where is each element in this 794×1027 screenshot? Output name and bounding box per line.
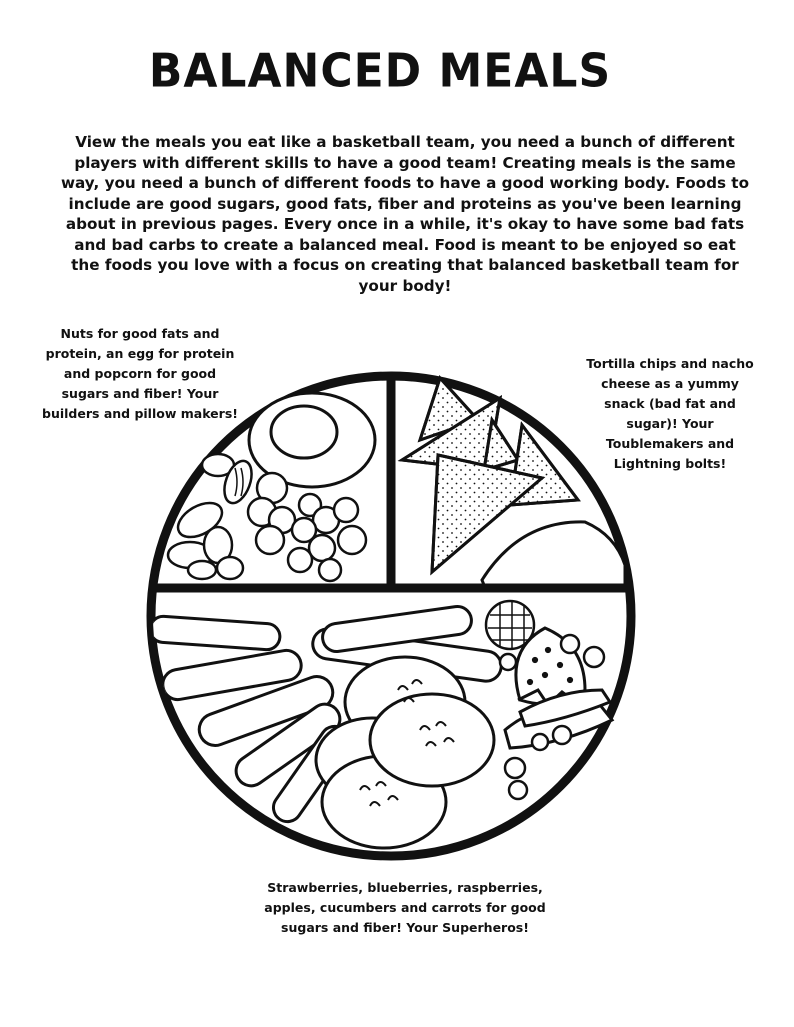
caption-nuts-egg-popcorn: Nuts for good fats and protein, an egg for protein and popcorn for good sugars and fiber! Your builders and pillow makers! <box>42 326 238 421</box>
page-title: BALANCED MEALS <box>148 44 612 99</box>
caption-tortilla-chips: Tortilla chips and nacho cheese as a yummy snack (bad fat and sugar)! Your Toublemakers and Lightning bolts! <box>586 356 754 471</box>
caption-fruits-vegetables: Strawberries, blueberries, raspberries, apples, cucumbers and carrots for good sugars and fiber! Your Superheros! <box>264 880 546 935</box>
intro-paragraph: View the meals you eat like a basketball team, you need a bunch of different players with different skills to have a good team! Creating meals is the same way, you need a bunch of different foods to have a good working body. Foods to include are good sugars, good fats, fiber and proteins as you've been learning about in previous pages. Every once in a while, it's okay to have some bad fats and bad carbs to create a balanced meal. Food is meant to be enjoyed so eat the foods you love with a focus on creating that balanced basketball team for your body! <box>60 133 750 295</box>
